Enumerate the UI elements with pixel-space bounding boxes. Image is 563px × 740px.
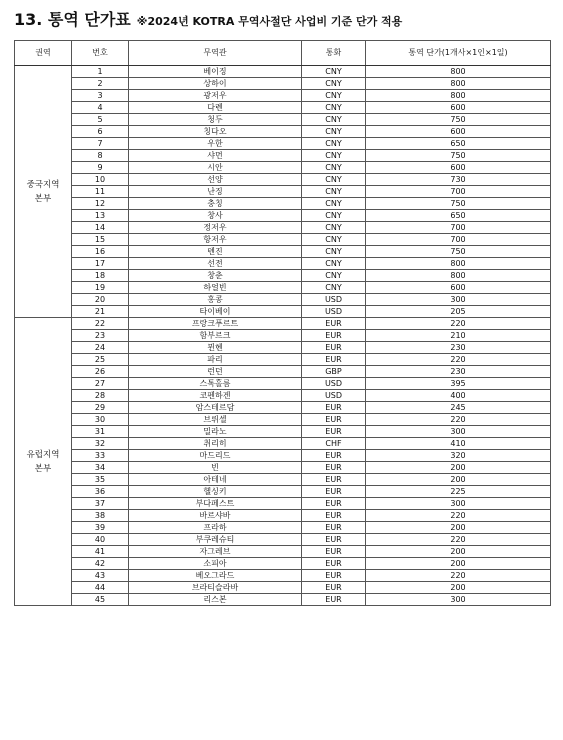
region-cell bbox=[15, 66, 72, 318]
cell-rate: 700 bbox=[366, 186, 551, 198]
cell-currency: EUR bbox=[302, 498, 366, 510]
cell-currency: EUR bbox=[302, 462, 366, 474]
cell-trade-office: 암스테르담 bbox=[129, 402, 302, 414]
cell-rate: 200 bbox=[366, 546, 551, 558]
cell-currency: CNY bbox=[302, 114, 366, 126]
table-row bbox=[15, 162, 551, 174]
cell-currency: CNY bbox=[302, 126, 366, 138]
cell-number: 15 bbox=[72, 234, 129, 246]
cell-number: 31 bbox=[72, 426, 129, 438]
cell-rate: 600 bbox=[366, 126, 551, 138]
cell-number: 20 bbox=[72, 294, 129, 306]
cell-rate: 220 bbox=[366, 318, 551, 330]
cell-rate: 800 bbox=[366, 270, 551, 282]
cell-number: 36 bbox=[72, 486, 129, 498]
cell-currency: EUR bbox=[302, 354, 366, 366]
cell-rate: 750 bbox=[366, 198, 551, 210]
cell-number: 12 bbox=[72, 198, 129, 210]
region-name: 중국지역 bbox=[26, 179, 60, 190]
cell-currency: CNY bbox=[302, 90, 366, 102]
cell-currency: EUR bbox=[302, 582, 366, 594]
cell-number: 2 bbox=[72, 78, 129, 90]
cell-rate: 300 bbox=[366, 498, 551, 510]
cell-currency: USD bbox=[302, 390, 366, 402]
cell-number: 17 bbox=[72, 258, 129, 270]
cell-currency: GBP bbox=[302, 366, 366, 378]
cell-currency: EUR bbox=[302, 546, 366, 558]
cell-number: 40 bbox=[72, 534, 129, 546]
table-row bbox=[15, 210, 551, 222]
cell-currency: CNY bbox=[302, 198, 366, 210]
cell-trade-office: 광저우 bbox=[129, 90, 302, 102]
cell-rate: 245 bbox=[366, 402, 551, 414]
cell-rate: 300 bbox=[366, 294, 551, 306]
cell-trade-office: 브뤼셀 bbox=[129, 414, 302, 426]
table-row bbox=[15, 414, 551, 426]
cell-rate: 200 bbox=[366, 558, 551, 570]
cell-number: 38 bbox=[72, 510, 129, 522]
header-number: 번호 bbox=[72, 41, 129, 66]
table-row bbox=[15, 582, 551, 594]
cell-number: 9 bbox=[72, 162, 129, 174]
cell-number: 4 bbox=[72, 102, 129, 114]
cell-currency: EUR bbox=[302, 330, 366, 342]
cell-number: 14 bbox=[72, 222, 129, 234]
cell-currency: CNY bbox=[302, 78, 366, 90]
table-row bbox=[15, 66, 551, 78]
table-row bbox=[15, 354, 551, 366]
cell-currency: CNY bbox=[302, 66, 366, 78]
cell-trade-office: 마드리드 bbox=[129, 450, 302, 462]
cell-rate: 800 bbox=[366, 258, 551, 270]
table-row bbox=[15, 114, 551, 126]
table-row bbox=[15, 126, 551, 138]
cell-trade-office: 코펜하겐 bbox=[129, 390, 302, 402]
cell-trade-office: 칭다오 bbox=[129, 126, 302, 138]
cell-number: 13 bbox=[72, 210, 129, 222]
cell-number: 39 bbox=[72, 522, 129, 534]
table-row bbox=[15, 186, 551, 198]
header-region: 권역 bbox=[15, 41, 72, 66]
cell-trade-office: 프라하 bbox=[129, 522, 302, 534]
table-row bbox=[15, 318, 551, 330]
cell-number: 29 bbox=[72, 402, 129, 414]
table-row bbox=[15, 234, 551, 246]
table-row bbox=[15, 402, 551, 414]
cell-rate: 200 bbox=[366, 522, 551, 534]
cell-currency: CNY bbox=[302, 258, 366, 270]
cell-rate: 300 bbox=[366, 426, 551, 438]
title-main: 13. 통역 단가표 bbox=[14, 10, 131, 29]
cell-trade-office: 부쿠레슈티 bbox=[129, 534, 302, 546]
cell-trade-office: 청두 bbox=[129, 114, 302, 126]
cell-number: 1 bbox=[72, 66, 129, 78]
cell-number: 45 bbox=[72, 594, 129, 606]
table-row bbox=[15, 342, 551, 354]
cell-currency: EUR bbox=[302, 594, 366, 606]
cell-trade-office: 빈 bbox=[129, 462, 302, 474]
cell-trade-office: 아테네 bbox=[129, 474, 302, 486]
cell-currency: EUR bbox=[302, 318, 366, 330]
cell-rate: 220 bbox=[366, 354, 551, 366]
cell-rate: 650 bbox=[366, 210, 551, 222]
cell-trade-office: 바르샤바 bbox=[129, 510, 302, 522]
cell-number: 10 bbox=[72, 174, 129, 186]
table-row bbox=[15, 426, 551, 438]
cell-rate: 700 bbox=[366, 222, 551, 234]
cell-trade-office: 소피아 bbox=[129, 558, 302, 570]
cell-number: 6 bbox=[72, 126, 129, 138]
table-row bbox=[15, 78, 551, 90]
cell-trade-office: 밀라노 bbox=[129, 426, 302, 438]
cell-number: 26 bbox=[72, 366, 129, 378]
table-header-row bbox=[15, 41, 551, 66]
cell-rate: 300 bbox=[366, 594, 551, 606]
cell-number: 32 bbox=[72, 438, 129, 450]
table-row bbox=[15, 270, 551, 282]
cell-currency: CHF bbox=[302, 438, 366, 450]
cell-trade-office: 충칭 bbox=[129, 198, 302, 210]
cell-rate: 320 bbox=[366, 450, 551, 462]
cell-rate: 800 bbox=[366, 78, 551, 90]
cell-trade-office: 다롄 bbox=[129, 102, 302, 114]
cell-trade-office: 헬싱키 bbox=[129, 486, 302, 498]
table-row bbox=[15, 222, 551, 234]
cell-trade-office: 선양 bbox=[129, 174, 302, 186]
table-row bbox=[15, 438, 551, 450]
table-row bbox=[15, 462, 551, 474]
cell-rate: 600 bbox=[366, 102, 551, 114]
cell-trade-office: 홍콩 bbox=[129, 294, 302, 306]
cell-currency: CNY bbox=[302, 270, 366, 282]
region-name: 유럽지역 bbox=[26, 449, 60, 460]
cell-rate: 200 bbox=[366, 462, 551, 474]
cell-number: 8 bbox=[72, 150, 129, 162]
table-row bbox=[15, 306, 551, 318]
table-row bbox=[15, 330, 551, 342]
cell-currency: CNY bbox=[302, 246, 366, 258]
table-row bbox=[15, 378, 551, 390]
cell-number: 25 bbox=[72, 354, 129, 366]
table-row bbox=[15, 510, 551, 522]
cell-currency: USD bbox=[302, 306, 366, 318]
cell-currency: EUR bbox=[302, 402, 366, 414]
cell-currency: CNY bbox=[302, 102, 366, 114]
cell-currency: EUR bbox=[302, 570, 366, 582]
cell-trade-office: 타이베이 bbox=[129, 306, 302, 318]
cell-number: 27 bbox=[72, 378, 129, 390]
table-row bbox=[15, 102, 551, 114]
cell-rate: 730 bbox=[366, 174, 551, 186]
cell-trade-office: 취리히 bbox=[129, 438, 302, 450]
cell-number: 30 bbox=[72, 414, 129, 426]
cell-number: 7 bbox=[72, 138, 129, 150]
cell-rate: 600 bbox=[366, 282, 551, 294]
cell-rate: 400 bbox=[366, 390, 551, 402]
cell-number: 28 bbox=[72, 390, 129, 402]
table-row bbox=[15, 450, 551, 462]
table-row bbox=[15, 474, 551, 486]
cell-number: 11 bbox=[72, 186, 129, 198]
cell-trade-office: 상하이 bbox=[129, 78, 302, 90]
cell-currency: CNY bbox=[302, 222, 366, 234]
cell-trade-office: 선전 bbox=[129, 258, 302, 270]
region-name-suffix: 본부 bbox=[34, 463, 52, 474]
cell-trade-office: 자그레브 bbox=[129, 546, 302, 558]
cell-rate: 395 bbox=[366, 378, 551, 390]
table-row bbox=[15, 486, 551, 498]
cell-rate: 700 bbox=[366, 234, 551, 246]
interpretation-rate-table bbox=[14, 40, 551, 606]
cell-rate: 225 bbox=[366, 486, 551, 498]
cell-number: 22 bbox=[72, 318, 129, 330]
cell-trade-office: 창춘 bbox=[129, 270, 302, 282]
cell-rate: 750 bbox=[366, 150, 551, 162]
cell-currency: EUR bbox=[302, 534, 366, 546]
cell-number: 41 bbox=[72, 546, 129, 558]
table-row bbox=[15, 366, 551, 378]
cell-currency: EUR bbox=[302, 414, 366, 426]
cell-number: 5 bbox=[72, 114, 129, 126]
cell-trade-office: 난징 bbox=[129, 186, 302, 198]
table-row bbox=[15, 498, 551, 510]
cell-number: 19 bbox=[72, 282, 129, 294]
cell-trade-office: 프랑크푸르트 bbox=[129, 318, 302, 330]
header-currency: 통화 bbox=[302, 41, 366, 66]
table-row bbox=[15, 522, 551, 534]
cell-currency: EUR bbox=[302, 426, 366, 438]
cell-number: 34 bbox=[72, 462, 129, 474]
cell-currency: CNY bbox=[302, 138, 366, 150]
table-row bbox=[15, 90, 551, 102]
region-name-suffix: 본부 bbox=[34, 193, 52, 204]
cell-trade-office: 스톡홀름 bbox=[129, 378, 302, 390]
cell-rate: 220 bbox=[366, 510, 551, 522]
cell-trade-office: 시안 bbox=[129, 162, 302, 174]
cell-rate: 800 bbox=[366, 66, 551, 78]
table-row bbox=[15, 546, 551, 558]
cell-number: 3 bbox=[72, 90, 129, 102]
cell-trade-office: 하얼빈 bbox=[129, 282, 302, 294]
cell-trade-office: 창사 bbox=[129, 210, 302, 222]
cell-number: 16 bbox=[72, 246, 129, 258]
cell-trade-office: 베오그라드 bbox=[129, 570, 302, 582]
cell-trade-office: 항저우 bbox=[129, 234, 302, 246]
cell-trade-office: 우한 bbox=[129, 138, 302, 150]
table-row bbox=[15, 570, 551, 582]
cell-rate: 220 bbox=[366, 534, 551, 546]
cell-trade-office: 런던 bbox=[129, 366, 302, 378]
cell-trade-office: 샤먼 bbox=[129, 150, 302, 162]
page-title bbox=[14, 7, 402, 30]
table-row bbox=[15, 150, 551, 162]
title-subtitle: ※2024년 KOTRA 무역사절단 사업비 기준 단가 적용 bbox=[136, 15, 403, 28]
cell-currency: EUR bbox=[302, 522, 366, 534]
table-row bbox=[15, 594, 551, 606]
cell-number: 35 bbox=[72, 474, 129, 486]
cell-rate: 230 bbox=[366, 342, 551, 354]
cell-currency: EUR bbox=[302, 510, 366, 522]
cell-trade-office: 파리 bbox=[129, 354, 302, 366]
cell-rate: 210 bbox=[366, 330, 551, 342]
cell-number: 33 bbox=[72, 450, 129, 462]
cell-rate: 200 bbox=[366, 582, 551, 594]
table-row bbox=[15, 294, 551, 306]
cell-currency: EUR bbox=[302, 450, 366, 462]
cell-currency: EUR bbox=[302, 342, 366, 354]
table-row bbox=[15, 198, 551, 210]
cell-rate: 200 bbox=[366, 474, 551, 486]
cell-trade-office: 리스본 bbox=[129, 594, 302, 606]
region-cell bbox=[15, 318, 72, 606]
table-row bbox=[15, 138, 551, 150]
cell-trade-office: 부다페스트 bbox=[129, 498, 302, 510]
cell-trade-office: 뮌헨 bbox=[129, 342, 302, 354]
cell-currency: CNY bbox=[302, 150, 366, 162]
cell-currency: CNY bbox=[302, 234, 366, 246]
table-row bbox=[15, 246, 551, 258]
cell-currency: CNY bbox=[302, 186, 366, 198]
table-row bbox=[15, 282, 551, 294]
cell-number: 43 bbox=[72, 570, 129, 582]
cell-rate: 800 bbox=[366, 90, 551, 102]
cell-trade-office: 톈진 bbox=[129, 246, 302, 258]
cell-currency: EUR bbox=[302, 486, 366, 498]
cell-trade-office: 브라티슬라바 bbox=[129, 582, 302, 594]
cell-rate: 750 bbox=[366, 114, 551, 126]
table-row bbox=[15, 174, 551, 186]
cell-currency: USD bbox=[302, 294, 366, 306]
cell-currency: EUR bbox=[302, 558, 366, 570]
cell-currency: CNY bbox=[302, 282, 366, 294]
header-rate: 통역 단가(1개사×1인×1일) bbox=[366, 41, 551, 66]
cell-currency: CNY bbox=[302, 210, 366, 222]
cell-currency: CNY bbox=[302, 174, 366, 186]
table-row bbox=[15, 534, 551, 546]
header-trade-office: 무역관 bbox=[129, 41, 302, 66]
table-row bbox=[15, 390, 551, 402]
cell-rate: 600 bbox=[366, 162, 551, 174]
cell-rate: 750 bbox=[366, 246, 551, 258]
cell-currency: EUR bbox=[302, 474, 366, 486]
cell-number: 37 bbox=[72, 498, 129, 510]
cell-number: 24 bbox=[72, 342, 129, 354]
cell-trade-office: 베이징 bbox=[129, 66, 302, 78]
cell-number: 18 bbox=[72, 270, 129, 282]
cell-rate: 230 bbox=[366, 366, 551, 378]
cell-number: 42 bbox=[72, 558, 129, 570]
cell-number: 21 bbox=[72, 306, 129, 318]
table-row bbox=[15, 558, 551, 570]
cell-number: 44 bbox=[72, 582, 129, 594]
cell-rate: 220 bbox=[366, 414, 551, 426]
cell-rate: 650 bbox=[366, 138, 551, 150]
cell-trade-office: 정저우 bbox=[129, 222, 302, 234]
cell-currency: USD bbox=[302, 378, 366, 390]
cell-rate: 205 bbox=[366, 306, 551, 318]
cell-rate: 220 bbox=[366, 570, 551, 582]
cell-rate: 410 bbox=[366, 438, 551, 450]
cell-trade-office: 함부르크 bbox=[129, 330, 302, 342]
table-row bbox=[15, 258, 551, 270]
cell-number: 23 bbox=[72, 330, 129, 342]
cell-currency: CNY bbox=[302, 162, 366, 174]
